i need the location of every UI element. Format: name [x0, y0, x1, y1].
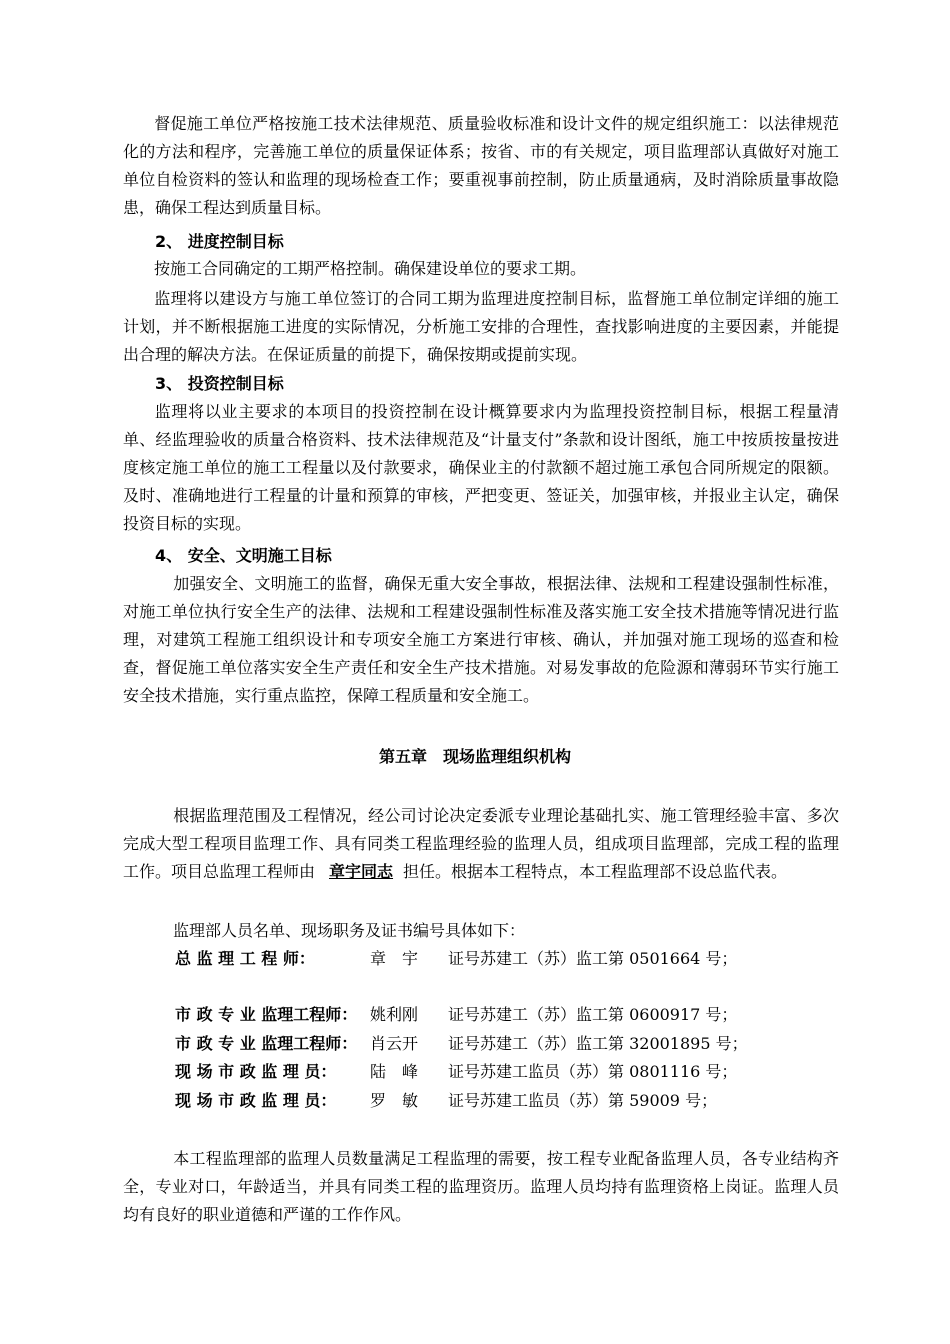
quality-paragraph: 督促施工单位严格按施工技术法律规范、质量验收标准和设计文件的规定组织施工：以法律规范化的方法和程序，完善施工单位的质量保证体系；按省、市的有关规定，项目监理部认真做好对施工单位自检资料的签认和监理的现场检查工作；要重视事前控制，防止质量通病，及时消除质量事故隐患，确保工程达到质量目标。	[123, 114, 839, 217]
staff-role: 现 场 市 政 监 理 员：	[175, 1091, 337, 1110]
staff-name: 陆 峰	[370, 1062, 419, 1081]
heading-safety-control: 4、 安全、文明施工目标	[155, 546, 332, 565]
staff-cert: 证号苏建工（苏）监工第 0600917 号；	[448, 1005, 738, 1024]
staff-row	[175, 945, 737, 973]
staff-role: 现 场 市 政 监 理 员：	[175, 1062, 337, 1081]
staff-row	[175, 1030, 748, 1058]
staff-cert: 证号苏建工监员（苏）第 59009 号；	[448, 1091, 718, 1110]
staff-row	[175, 1058, 737, 1086]
staff-name: 肖云开	[370, 1034, 419, 1053]
closing-paragraph: 本工程监理部的监理人员数量满足工程监理的需要，按工程专业配备监理人员，各专业结构齐全，专业对口，年龄适当，并具有同类工程的监理资历。监理人员均持有监理资格上岗证。监理人员均有良好的职业道德和严谨的工作作风。	[123, 1149, 839, 1224]
staff-row	[175, 1001, 737, 1029]
staff-cert: 证号苏建工（苏）监工第 0501664 号；	[448, 949, 738, 968]
staff-role: 市 政 专 业 监理工程师：	[175, 1034, 358, 1053]
schedule-paragraph-2: 监理将以建设方与施工单位签订的合同工期为监理进度控制目标，监督施工单位制定详细的施工计划，并不断根据施工进度的实际情况，分析施工安排的合理性，查找影响进度的主要因素，并能提出合理的解决方法。在保证质量的前提下，确保按期或提前实现。	[123, 289, 839, 364]
schedule-paragraph-1: 按施工合同确定的工期严格控制。确保建设单位的要求工期。	[154, 259, 587, 278]
staff-name: 罗 敏	[370, 1091, 419, 1110]
chief-engineer-name: 章宇同志	[329, 862, 394, 881]
staff-list-intro: 监理部人员名单、现场职务及证书编号具体如下：	[173, 921, 526, 940]
chapter-intro-paragraph: 根据监理范围及工程情况，经公司讨论决定委派专业理论基础扎实、施工管理经验丰富、多次完成大型工程项目监理工作、具有同类工程监理经验的监理人员，组成项目监理部，完成工程的监理工作。项目总监理工程师由 章宇同志 担任。根据本工程特点，本工程监理部不设总监代表。	[123, 806, 839, 881]
heading-schedule-control: 2、 进度控制目标	[155, 232, 284, 251]
staff-role: 总 监 理 工 程 师：	[175, 949, 315, 968]
staff-name: 姚利刚	[370, 1005, 419, 1024]
staff-row	[175, 1087, 717, 1115]
heading-investment-control: 3、 投资控制目标	[155, 374, 284, 393]
safety-paragraph: 加强安全、文明施工的监督，确保无重大安全事故，根据法律、法规和工程建设强制性标准，对施工单位执行安全生产的法律、法规和工程建设强制性标准及落实施工安全技术措施等情况进行监理，对建筑工程施工组织设计和专项安全施工方案进行审核、确认，并加强对施工现场的巡查和检查，督促施工单位落实安全生产责任和安全生产技术措施。对易发事故的危险源和薄弱环节实行施工安全技术措施，实行重点监控，保障工程质量和安全施工。	[123, 574, 839, 705]
staff-role: 市 政 专 业 监理工程师：	[175, 1005, 358, 1024]
staff-cert: 证号苏建工（苏）监工第 32001895 号；	[448, 1034, 748, 1053]
staff-cert: 证号苏建工监员（苏）第 0801116 号；	[448, 1062, 738, 1081]
staff-name: 章 宇	[370, 949, 419, 968]
chapter-title: 第五章 现场监理组织机构	[378, 747, 571, 766]
investment-paragraph: 监理将以业主要求的本项目的投资控制在设计概算要求内为监理投资控制目标，根据工程量清单、经监理验收的质量合格资料、技术法律规范及“计量支付”条款和设计图纸，施工中按质按量按进度核定施工单位的施工工程量以及付款要求，确保业主的付款额不超过施工承包合同所规定的限额。及时、准确地进行工程量的计量和预算的审核，严把变更、签证关，加强审核，并报业主认定，确保投资目标的实现。	[123, 402, 839, 533]
